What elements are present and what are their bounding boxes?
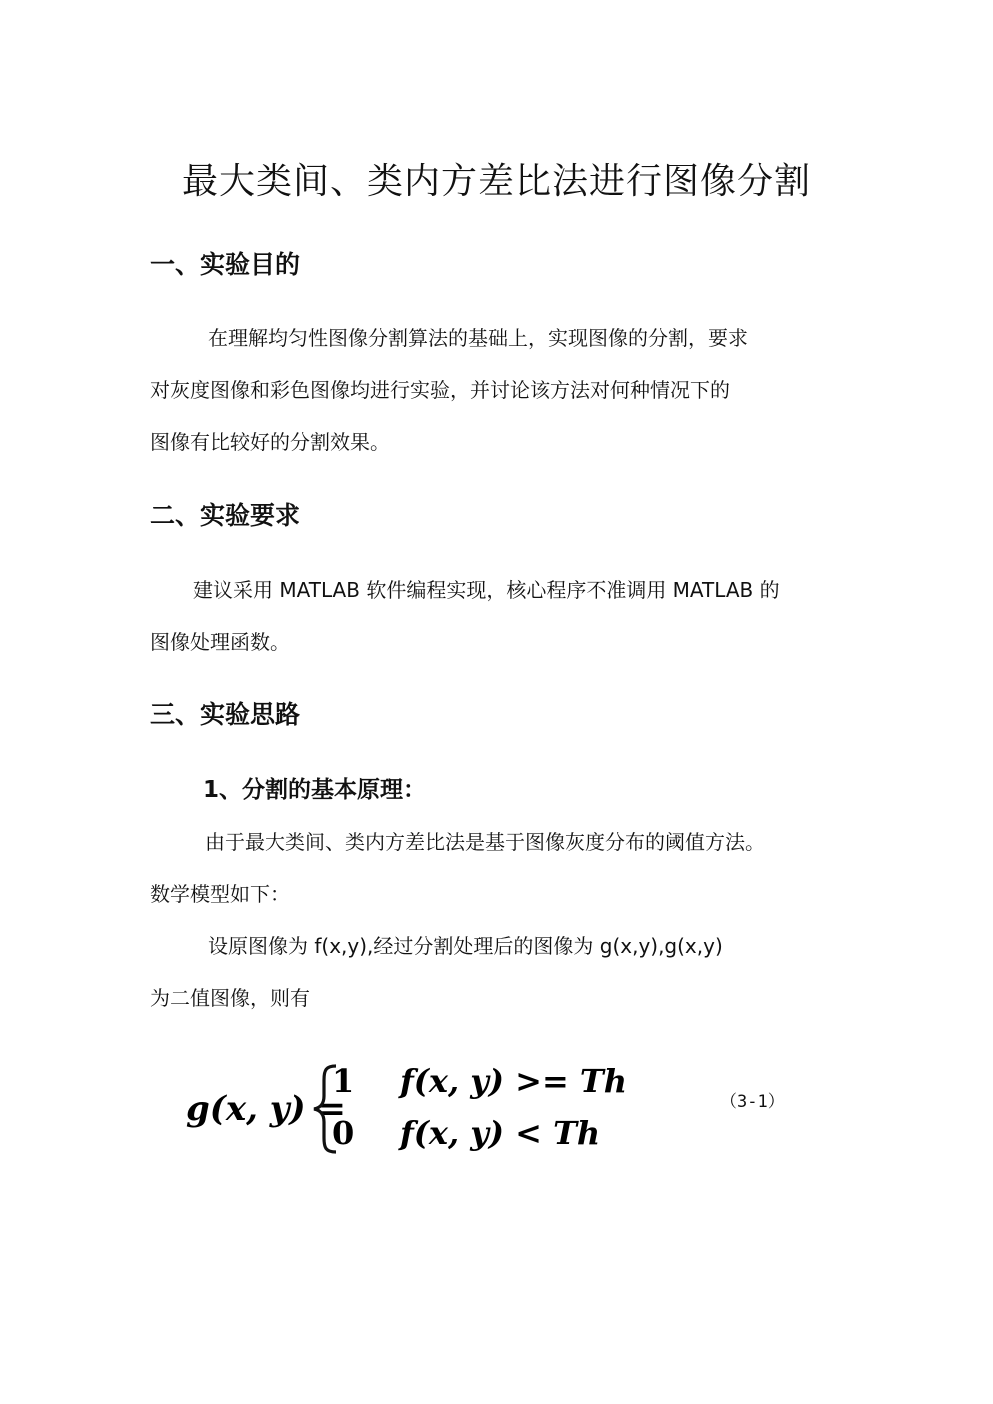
paragraph-line: 图像处理函数。: [150, 630, 290, 654]
formula-lhs: g(x, y) =: [186, 1089, 346, 1129]
paragraph-line: 对灰度图像和彩色图像均进行实验，并讨论该方法对何种情况下的: [150, 378, 730, 402]
formula-case1-condition: f(x, y) >= Th: [400, 1062, 627, 1100]
section-heading-purpose: 一、实验目的: [150, 250, 301, 279]
paragraph-line: 图像有比较好的分割效果。: [150, 430, 390, 454]
section-heading-approach: 三、实验思路: [150, 700, 301, 729]
piecewise-formula: [186, 1058, 746, 1158]
subsection-heading: 1、分割的基本原理：: [203, 777, 427, 803]
formula-case2-value: 0: [332, 1114, 355, 1152]
paragraph-line: 设原图像为 f(x,y),经过分割处理后的图像为 g(x,y),g(x,y): [208, 934, 723, 958]
paragraph-line: 为二值图像，则有: [150, 986, 310, 1010]
document-title: 最大类间、类内方差比法进行图像分割: [181, 161, 811, 202]
paragraph-line: 数学模型如下：: [150, 882, 290, 906]
equation-number: （3-1）: [720, 1092, 785, 1112]
section-heading-requirements: 二、实验要求: [150, 501, 301, 530]
paragraph-line: 由于最大类间、类内方差比法是基于图像灰度分布的阈值方法。: [205, 830, 765, 854]
paragraph-line: 建议采用 MATLAB 软件编程实现，核心程序不准调用 MATLAB 的: [193, 578, 780, 602]
paragraph-line: 在理解均匀性图像分割算法的基础上，实现图像的分割，要求: [208, 326, 748, 350]
formula-case2-condition: f(x, y) < Th: [400, 1114, 601, 1152]
formula-case1-value: 1: [332, 1062, 355, 1100]
